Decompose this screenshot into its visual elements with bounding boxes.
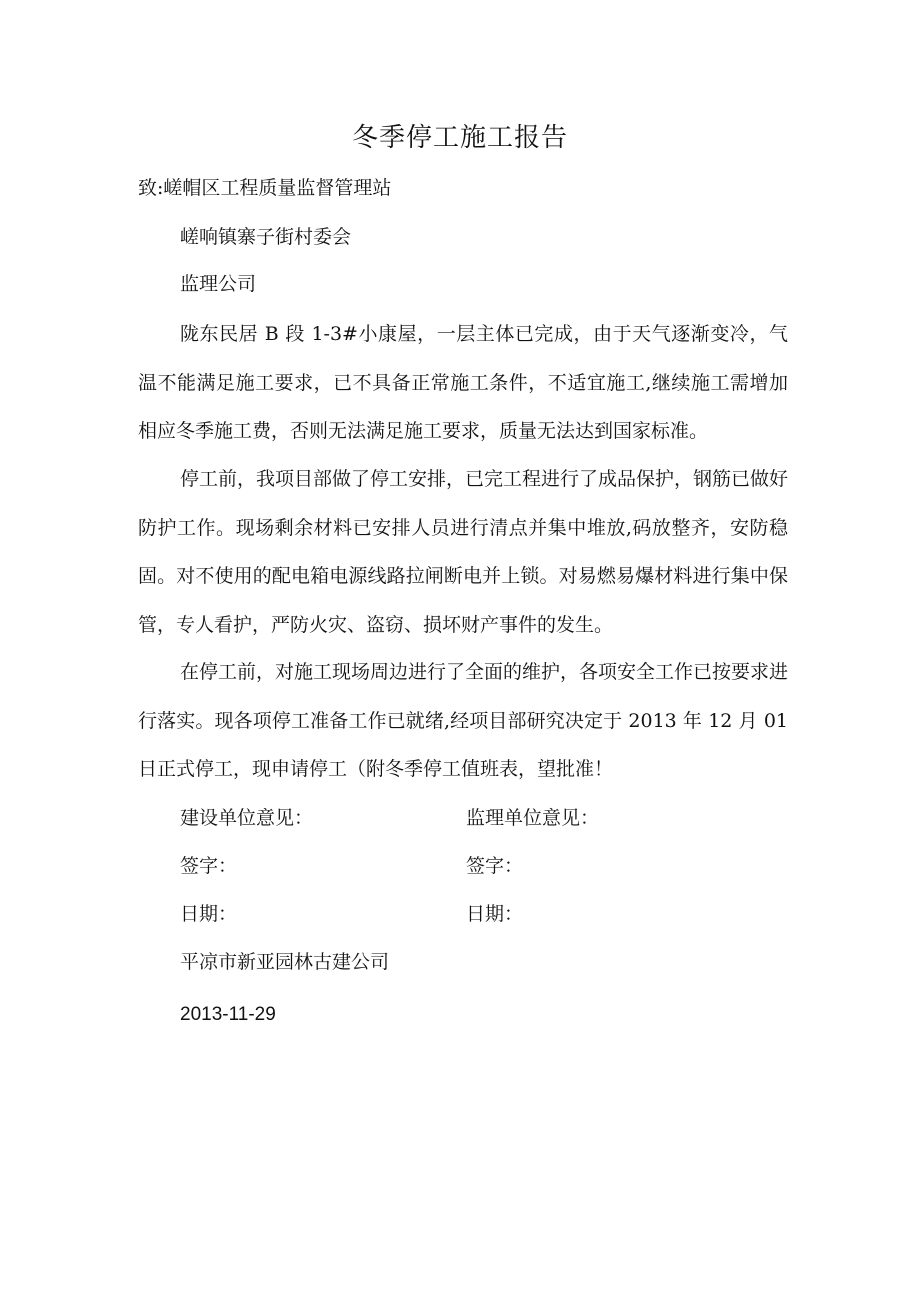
paragraph-3-text: 在停工前，对施工现场周边进行了全面的维护，各项安全工作已按要求进行落实。现各项停工准备工作已就绪,经项目部研究决定于 2013 年 12 月 01 日正式停工，现申请停工（附冬季停工值班表，望批准！ xyxy=(138,661,789,780)
supervision-unit-signature-label: 签字： xyxy=(466,855,524,877)
supervision-unit-opinion-label: 监理单位意见： xyxy=(466,807,600,829)
paragraph-1-text: 陇东民居 B 段 1-3#小康屋，一层主体已完成，由于天气逐渐变冷，气温不能满足施工要求，已不具备正常施工条件，不适宜施工,继续施工需增加相应冬季施工费，否则无法满足施工要求，质量无法达到国家标准。 xyxy=(138,323,788,442)
construction-unit-opinion-label: 建设单位意见： xyxy=(180,807,314,829)
document-title: 冬季停工施工报告 xyxy=(351,123,568,153)
recipient-supervision-company: 监理公司 xyxy=(180,273,257,295)
company-name: 平凉市新亚园林古建公司 xyxy=(180,951,390,973)
paragraph-2-text: 停工前，我项目部做了停工安排，已完工程进行了成品保护，钢筋已做好防护工作。现场剩余材料已安排人员进行清点并集中堆放,码放整齐，安防稳固。对不使用的配电箱电源线路拉闸断电并上锁。对易燃易爆材料进行集中保管，专人看护，严防火灾、盗窃、损坏财产事件的发生。 xyxy=(138,468,789,636)
report-date: 2013-11-29 xyxy=(180,1004,276,1025)
supervision-unit-date-label: 日期： xyxy=(466,903,524,925)
paragraph-3 xyxy=(138,648,788,794)
construction-unit-date-label: 日期： xyxy=(180,903,238,925)
recipient-village-committee: 嵯响镇寨子街村委会 xyxy=(180,226,352,248)
paragraph-2 xyxy=(138,455,788,649)
addressee-line: 致:嵯帽区工程质量监督管理站 xyxy=(138,177,392,199)
construction-unit-signature-label: 签字： xyxy=(180,855,238,877)
paragraph-1 xyxy=(138,310,788,456)
